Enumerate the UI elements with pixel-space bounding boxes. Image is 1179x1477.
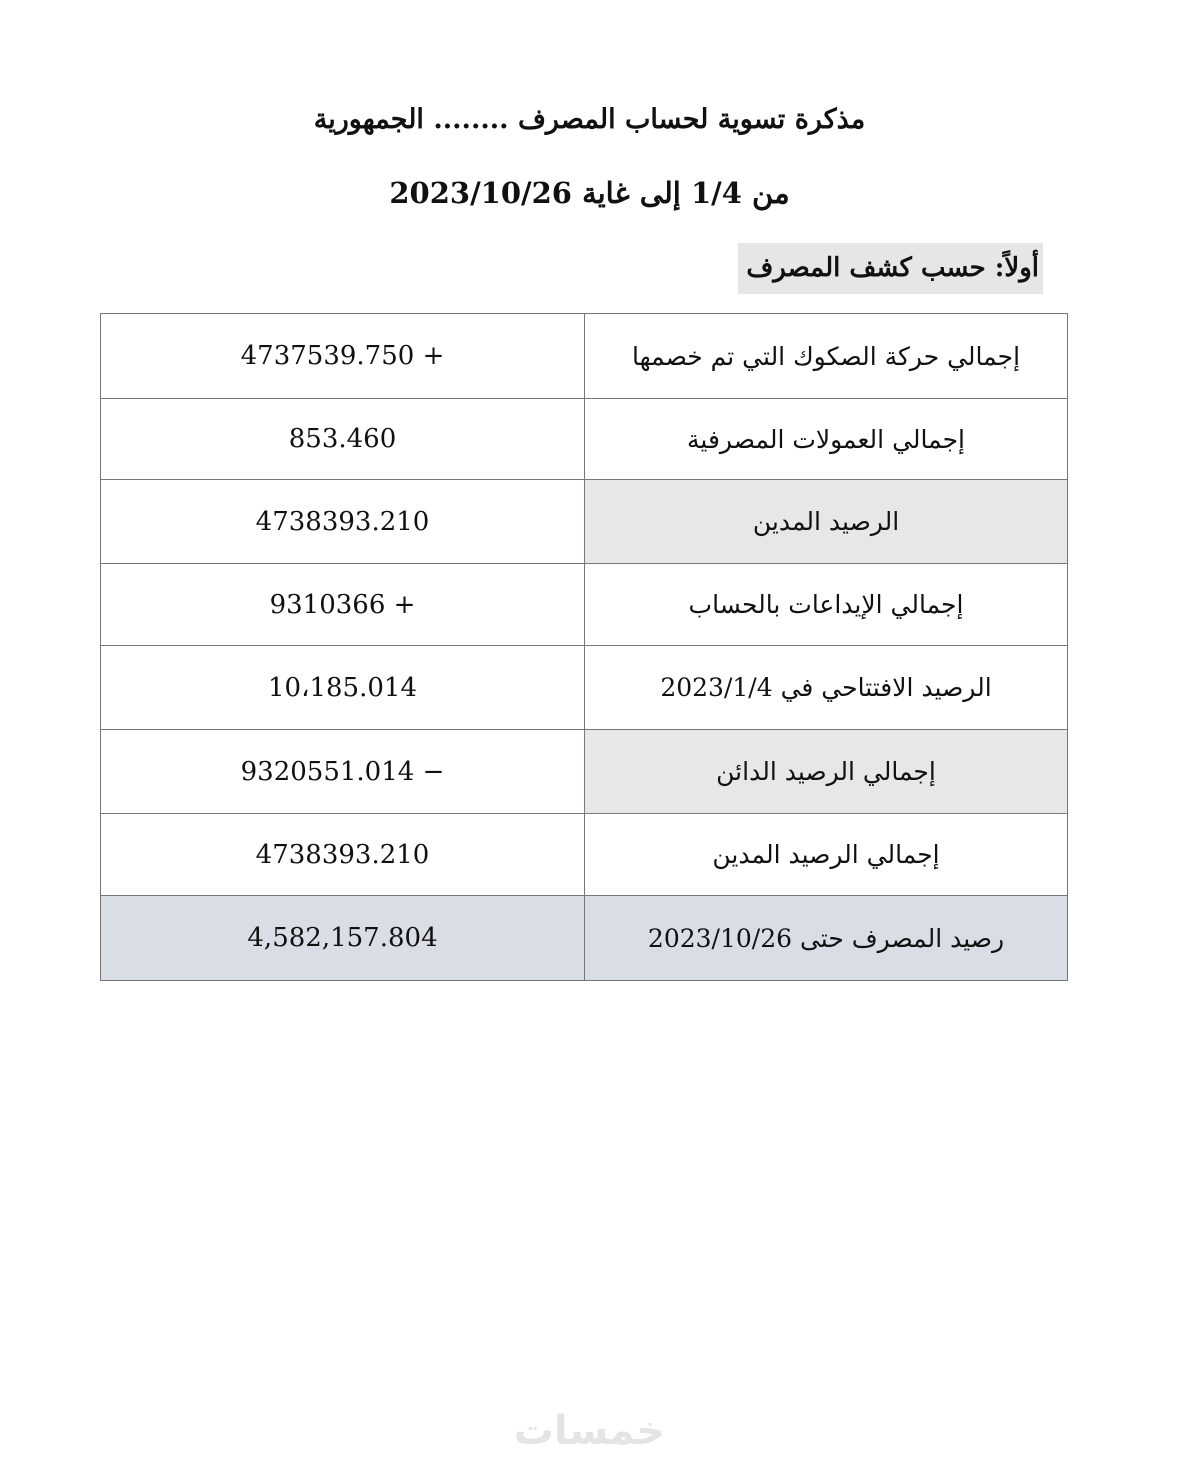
table-row — [101, 314, 1068, 399]
row-value: 10،185.014 — [101, 646, 585, 730]
row-value: 4738393.210 — [101, 480, 585, 564]
row-label: رصيد المصرف حتى 2023/10/26 — [585, 896, 1068, 981]
row-value: 4737539.750 + — [101, 314, 585, 399]
row-label: إجمالي حركة الصكوك التي تم خصمها — [585, 314, 1068, 399]
document-period: من 1/4 إلى غاية 2023/10/26 — [389, 176, 790, 210]
row-label: إجمالي الرصيد المدين — [585, 814, 1068, 896]
row-value: 9310366 + — [101, 564, 585, 646]
row-label: إجمالي الإيداعات بالحساب — [585, 564, 1068, 646]
row-value: 9320551.014 − — [101, 730, 585, 814]
row-label: إجمالي العمولات المصرفية — [585, 399, 1068, 480]
section-heading: أولاً: حسب كشف المصرف — [738, 243, 1043, 294]
row-value: 4,582,157.804 — [101, 896, 585, 981]
table-row — [101, 814, 1068, 896]
table-row — [101, 399, 1068, 480]
table-row — [101, 480, 1068, 564]
row-label: الرصيد المدين — [585, 480, 1068, 564]
row-label: إجمالي الرصيد الدائن — [585, 730, 1068, 814]
table-row — [101, 564, 1068, 646]
reconciliation-table — [100, 313, 1068, 981]
table-row — [101, 646, 1068, 730]
row-value: 853.460 — [101, 399, 585, 480]
table-row — [101, 896, 1068, 981]
table-row — [101, 730, 1068, 814]
row-label: الرصيد الافتتاحي في 2023/1/4 — [585, 646, 1068, 730]
document-title: مذكرة تسوية لحساب المصرف ........ الجمهورية — [313, 104, 866, 135]
watermark-logo: خمسات — [513, 1408, 666, 1454]
row-value: 4738393.210 — [101, 814, 585, 896]
